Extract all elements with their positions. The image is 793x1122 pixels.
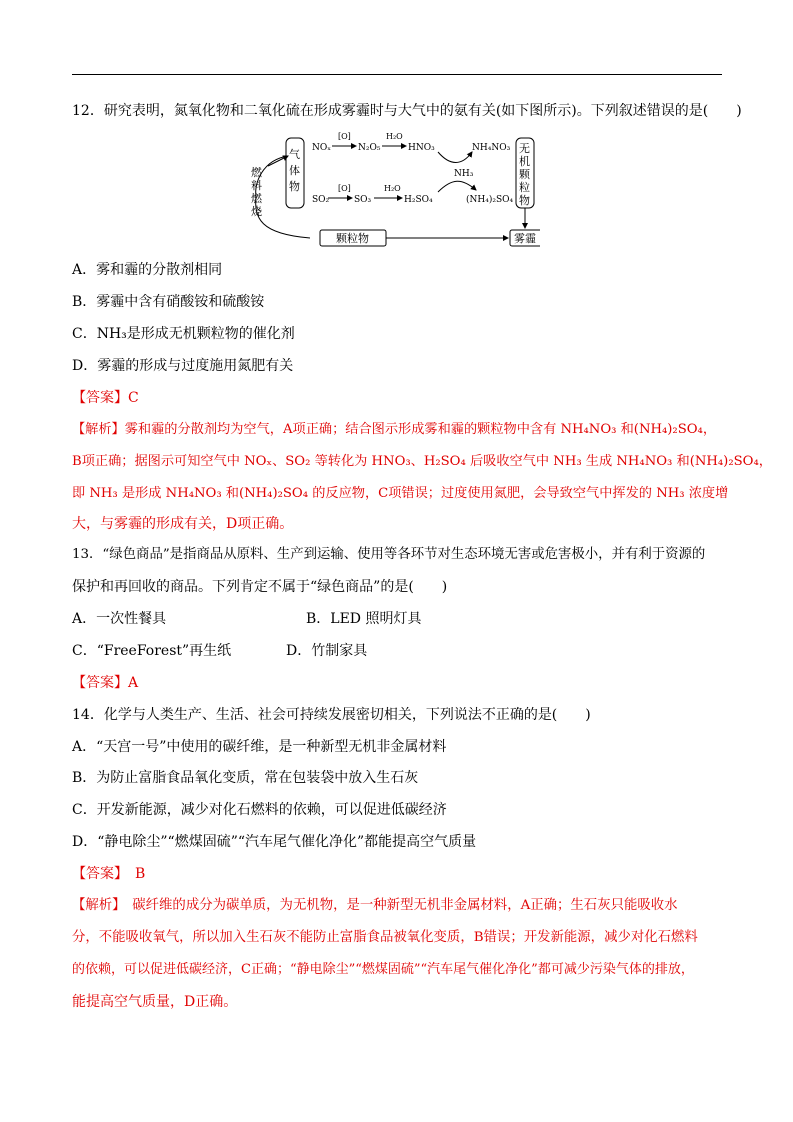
q14-analysis-line-1: 【解析】 碳纤维的成分为碳单质，为无机物，是一种新型无机非金属材料，A正确；生石灰只能吸收水 [72,898,678,913]
inorganic-label: 无机颗粒物 [519,142,530,207]
row2-curve-arrow [438,181,476,192]
q14-analysis-line-4: 能提高空气质量，D正确。 [72,994,238,1010]
row1-nh4no3: NH₄NO₃ [472,143,511,153]
row2-h2so4: H₂SO₄ [404,195,433,205]
q12-analysis-line-2: B项正确；据图示可知空气中 NOₓ、SO₂ 等转化为 HNO₃、H₂SO₄ 后吸收空气中 NH₃ 生成 NH₄NO₃ 和(NH₄)₂SO₄， [72,454,772,469]
q12-analysis-line-1: 【解析】雾和霾的分散剂均为空气，A项正确；结合图示形成雾和霾的颗粒物中含有 NH₄NO₃ 和(NH₄)₂SO₄， [72,422,717,437]
row2-water: H₂O [384,184,401,193]
row2-so2: SO₂ [312,195,330,205]
row1-hno3: HNO₃ [408,143,435,153]
row1-nox: NOₓ [312,143,332,153]
q13-stem-line-2: 保护和再回收的商品。下列肯定不属于“绿色商品”的是( ) [72,579,448,595]
row2-oxidant: [O] [338,184,351,193]
particle-label: 颗粒物 [336,232,369,245]
q14-analysis-line-2: 分，不能吸收氧气，所以加入生石灰不能防止富脂食品被氧化变质，B错误；开发新能源，减少对化石燃料 [72,930,698,945]
fuel-label-1: 燃料燃烧 [251,166,262,218]
q13-answer: 【答案】A [72,675,139,691]
q14-option-d: D．“静电除尘”“燃煤固硫”“汽车尾气催化净化”都能提高空气质量 [72,834,477,850]
row1-oxidant: [O] [338,132,351,141]
q14-stem: 14．化学与人类生产、生活、社会可持续发展密切相关，下列说法不正确的是( ) [72,707,591,723]
q12-answer: 【答案】C [72,390,139,406]
row1-n2o5: N₂O₅ [358,143,381,153]
q12-option-c: C．NH₃是形成无机颗粒物的催化剂 [72,326,295,342]
q12-option-a: A．雾和霾的分散剂相同 [72,262,223,278]
q13-option-b: B．LED 照明灯具 [306,611,422,627]
q14-option-c: C．开发新能源，减少对化石燃料的依赖，可以促进低碳经济 [72,802,447,818]
q13-option-d: D．竹制家具 [286,643,368,659]
q12-diagram [240,126,540,252]
row1-curve-arrow [438,152,472,163]
q14-option-a: A．“天宫一号”中使用的碳纤维，是一种新型无机非金属材料 [72,739,447,755]
haze-formation-diagram [240,126,540,252]
q12-option-d: D．雾霾的形成与过度施用氮肥有关 [72,358,294,374]
q14-answer: 【答案】 B [72,866,146,882]
q13-stem-line-1: 13．“绿色商品”是指商品从原料、生产到运输、使用等各环节对生态环境无害或危害极小，并有利于资源的 [72,547,706,562]
haze-label: 雾霾 [514,232,536,245]
q12-analysis-line-3: 即 NH₃ 是形成 NH₄NO₃ 和(NH₄)₂SO₄ 的反应物，C项错误；过度使用氮肥，会导致空气中挥发的 NH₃ 浓度增 [72,486,729,501]
q12-option-b: B．雾霾中含有硝酸铵和硫酸铵 [72,294,265,310]
fuel-arrow-path [256,156,310,238]
fuel-to-gas-arrow [268,156,288,166]
row2-nh4-2so4: (NH₄)₂SO₄ [466,195,514,205]
row2-so3: SO₃ [354,195,372,205]
header-rule [72,74,722,75]
q12-stem: 12．研究表明，氮氧化物和二氧化硫在形成雾霾时与大气中的氨有关(如下图所示)。下列叙述错误的是( ) [72,103,742,119]
q14-analysis-line-3: 的依赖，可以促进低碳经济，C正确；“静电除尘”“燃煤固硫”“汽车尾气催化净化”都可减少污染气体的排放， [72,962,694,977]
q13-option-a: A．一次性餐具 [72,611,167,627]
q12-analysis-line-4: 大，与雾霾的形成有关，D项正确。 [72,516,294,532]
gas-label: 气体物 [289,148,300,193]
row1-water: H₂O [386,132,403,141]
q14-option-b: B．为防止富脂食品氧化变质，常在包装袋中放入生石灰 [72,770,419,786]
q13-option-c: C．“FreeForest”再生纸 [72,643,232,659]
nh3-label: NH₃ [454,169,474,179]
